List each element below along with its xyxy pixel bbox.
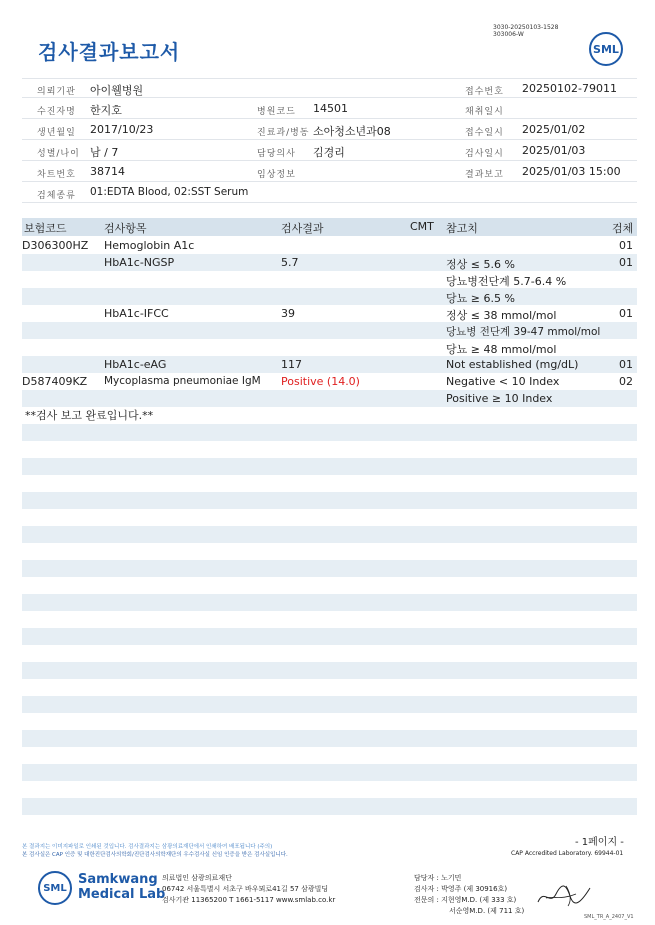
header-specimen: 검체 [612, 222, 634, 235]
cell-reference: Negative < 10 Index [446, 375, 560, 388]
sml-footer-logo-text [78, 872, 165, 902]
label-receipt-date: 접수일시 [465, 128, 504, 138]
table-row [22, 339, 637, 356]
value-receipt-no: 20250102-79011 [522, 82, 617, 95]
label-hospital-code: 병원코드 [257, 107, 296, 117]
address-line-2: 06742 서울특별시 서초구 바우뫼로41길 57 삼광빌딩 [162, 885, 329, 893]
label-specimen: 검체종류 [37, 191, 76, 201]
cell-code: D306300HZ [22, 239, 89, 252]
logo-text-line-1: Samkwang [78, 872, 158, 887]
row-stripe [22, 628, 637, 645]
row-stripe [22, 458, 637, 475]
info-row-sex [22, 141, 637, 161]
value-test-date: 2025/01/03 [522, 144, 586, 157]
table-row [22, 305, 637, 322]
table-row [22, 390, 637, 407]
value-receipt-date: 2025/01/02 [522, 123, 586, 136]
row-stripe [22, 560, 637, 577]
row-stripe [22, 764, 637, 781]
value-department: 소아청소년과08 [313, 125, 391, 138]
table-row [22, 254, 637, 271]
lab-address [162, 873, 335, 906]
cell-reference: Positive ≥ 10 Index [446, 392, 553, 405]
cell-reference: 당뇨 ≥ 6.5 % [446, 292, 515, 305]
address-line-1: 의료법인 삼광의료재단 [162, 874, 232, 882]
footer-notice-1: 본 결과지는 이미지파일로 인쇄된 것입니다. 검사결과지는 삼광의료재단에서 인쇄하여 배포됩니다 (주의) [22, 844, 273, 850]
info-row-patient [22, 99, 637, 119]
cell-reference: 당뇨병전단계 5.7-6.4 % [446, 275, 567, 288]
row-stripe [22, 594, 637, 611]
page-number: - 1페이지 - [575, 837, 624, 848]
value-specimen: 01:EDTA Blood, 02:SST Serum [90, 186, 249, 198]
cell-result: 5.7 [281, 256, 299, 269]
label-institution: 의뢰기관 [37, 87, 76, 97]
row-stripe [22, 492, 637, 509]
value-hospital-code: 14501 [313, 102, 348, 115]
cell-reference: 정상 ≤ 38 mmol/mol [446, 309, 557, 322]
cell-result-positive: Positive (14.0) [281, 375, 360, 388]
staff-line-4: 서순영M.D. (제 711 호) [449, 907, 525, 915]
staff-line-3: 전문의 : 지현영M.D. (제 333 호) [414, 896, 517, 904]
cell-specimen: 02 [619, 375, 633, 388]
cell-result: 117 [281, 358, 302, 371]
row-stripe [22, 730, 637, 747]
info-row-chart [22, 162, 637, 182]
cell-reference: 당뇨 ≥ 48 mmol/mol [446, 343, 557, 356]
label-birth-date: 생년월일 [37, 128, 76, 138]
table-row [22, 271, 637, 288]
cell-item: Mycoplasma pneumoniae IgM [104, 375, 261, 387]
value-chart-no: 38714 [90, 165, 125, 178]
row-stripe [22, 424, 637, 441]
logo-text-line-2: Medical Lab [78, 887, 166, 902]
cell-specimen: 01 [619, 358, 633, 371]
results-header [22, 218, 637, 236]
label-clinical-info: 임상정보 [257, 170, 296, 180]
report-complete-note: **검사 보고 완료입니다.** [25, 409, 154, 422]
cell-item: HbA1c-eAG [104, 358, 167, 371]
label-department: 진료과/병동 [257, 128, 310, 138]
header-reference: 참고치 [446, 222, 478, 235]
label-chart-no: 차트번호 [37, 170, 76, 180]
table-row [22, 373, 637, 390]
cell-specimen: 01 [619, 307, 633, 320]
value-doctor: 김경리 [313, 146, 345, 159]
label-receipt-no: 접수번호 [465, 87, 504, 97]
row-stripe [22, 696, 637, 713]
cell-reference: Not established (mg/dL) [446, 358, 579, 371]
label-doctor: 담당의사 [257, 149, 296, 159]
cell-specimen: 01 [619, 239, 633, 252]
document-code [493, 24, 558, 38]
row-stripe [22, 798, 637, 815]
sml-logo: SML [589, 32, 623, 66]
staff-line-2: 검사자 : 박영주 (제 30916호) [414, 885, 508, 893]
staff-list [414, 873, 524, 917]
cap-accreditation: CAP Accredited Laboratory. 69944-01 [511, 850, 624, 857]
cell-item: Hemoglobin A1c [104, 239, 195, 252]
cell-code: D587409KZ [22, 375, 88, 388]
signature-icon [536, 880, 592, 910]
cell-item: HbA1c-IFCC [104, 307, 169, 320]
label-test-date: 검사일시 [465, 149, 504, 159]
header-cmt: CMT [410, 220, 434, 233]
label-patient-name: 수진자명 [37, 107, 76, 117]
value-report-date: 2025/01/03 15:00 [522, 165, 621, 178]
address-line-3: 검사기관 11365200 T 1661-5117 www.smlab.co.kr [162, 896, 336, 904]
row-stripe [22, 526, 637, 543]
row-stripe [22, 662, 637, 679]
label-sex-age: 성별/나이 [37, 149, 80, 159]
staff-line-1: 담당자 : 노기민 [414, 874, 462, 882]
table-row [22, 322, 637, 339]
label-collection-date: 채취일시 [465, 107, 504, 117]
form-code: SML_TR_A_2407_V1 [584, 914, 634, 920]
info-row-birth [22, 120, 637, 140]
label-report-date: 결과보고 [465, 170, 504, 180]
cell-reference: 당뇨병 전단계 39-47 mmol/mol [446, 326, 601, 338]
table-row [22, 288, 637, 305]
cell-result: 39 [281, 307, 295, 320]
table-row [22, 356, 637, 373]
cell-specimen: 01 [619, 256, 633, 269]
table-row [22, 237, 637, 254]
cell-item: HbA1c-NGSP [104, 256, 175, 269]
header-item: 검사항목 [104, 222, 147, 235]
value-patient-name: 한지호 [90, 104, 122, 117]
value-institution: 아이웰병원 [90, 84, 144, 97]
report-title: 검사결과보고서 [38, 40, 181, 64]
cell-reference: 정상 ≤ 5.6 % [446, 258, 515, 271]
footer-notice-2: 본 검사실은 CAP 인증 및 대한진단검사의학회/진단검사의학재단의 우수검사실 신임 인증을 받은 검사실입니다. [22, 852, 288, 858]
info-row-specimen [22, 183, 637, 203]
document-code-line-2: 303006-W [493, 31, 524, 38]
value-birth-date: 2017/10/23 [90, 123, 154, 136]
header-code: 보험코드 [24, 222, 67, 235]
info-row-institution [22, 78, 637, 98]
value-sex-age: 남 / 7 [90, 146, 119, 159]
document-code-line-1: 3030-20250103-1528 [493, 24, 559, 31]
header-result: 검사결과 [281, 222, 324, 235]
sml-footer-logo-icon: SML [38, 871, 72, 905]
